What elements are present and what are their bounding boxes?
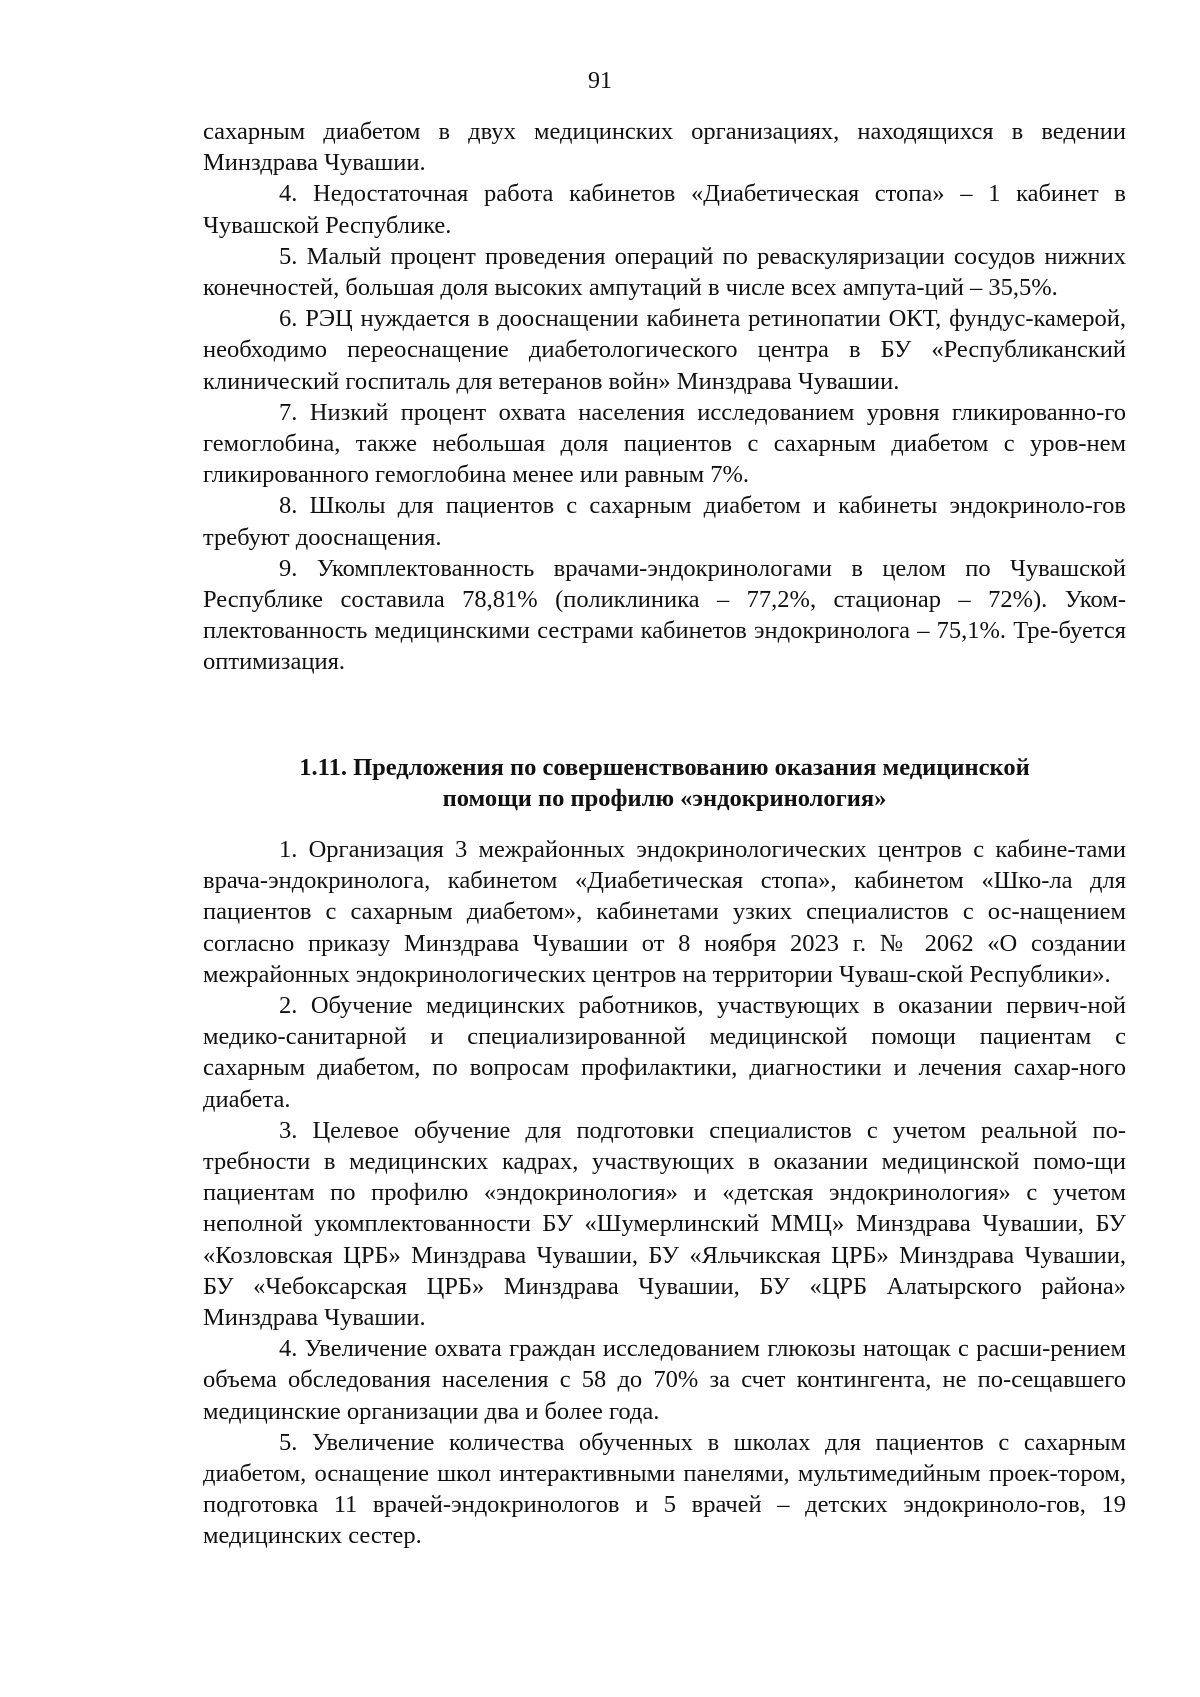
paragraph-item-9: 9. Укомплектованность врачами-эндокринологами в целом по Чувашской Республике составила 78,81% (поликлиника – 77,2%, стационар – 72%). Уком-плектованность медицинскими сестрами кабинетов эндокринолога – 75,1%. Тре-буется оптимизация.	[203, 554, 1126, 676]
proposal-item-1: 1. Организация 3 межрайонных эндокринологических центров с кабине-тами врача-эндокринолога, кабинетом «Диабетическая стопа», кабинетом «Шко-ла для пациентов с сахарным диабетом», кабинетами узких специалистов с ос-нащением согласно приказу Минздрава Чувашии от 8 ноября 2023 г. № 2062 «О создании межрайонных эндокринологических центров на территории Чуваш-ской Республики».	[203, 836, 1126, 988]
proposal-item-4: 4. Увеличение охвата граждан исследованием глюкозы натощак с расши-рением объема обследования населения с 58 до 70% за счет контингента, не по-сещавшего медицинские организации два и более года.	[203, 1335, 1126, 1425]
section-heading	[203, 752, 1126, 814]
paragraph-item-8: 8. Школы для пациентов с сахарным диабетом и кабинеты эндокриноло-гов требуют дооснащения.	[203, 492, 1126, 551]
top-text-block	[203, 116, 1126, 678]
paragraph-item-7: 7. Низкий процент охвата населения исследованием уровня гликированно-го гемоглобина, также небольшая доля пациентов с сахарным диабетом с уров-нем гликированного гемоглобина менее или равным 7%.	[203, 398, 1126, 489]
paragraph-item-4: 4. Недостаточная работа кабинетов «Диабетическая стопа» – 1 кабинет в Чувашской Республике.	[203, 180, 1126, 239]
proposal-item-3: 3. Целевое обучение для подготовки специалистов с учетом реальной по-требности в медицинских кадрах, участвующих в оказании медицинской помо-щи пациентам по профилю «эндокринология» и «детская эндокринология» с учетом неполной укомплектованности БУ «Шумерлинский ММЦ» Минздрава Чувашии, БУ «Козловская ЦРБ» Минздрава Чувашии, БУ «Яльчикская ЦРБ» Минздрава Чувашии, БУ «Чебоксарская ЦРБ» Минздрава Чувашии, БУ «ЦРБ Алатырского района» Минздрава Чувашии.	[203, 1116, 1126, 1332]
page-number: 91	[588, 68, 612, 94]
section-heading-line-1: 1.11. Предложения по совершенствованию оказания медицинской	[299, 754, 1030, 781]
section-heading-line-2: помощи по профилю «эндокринология»	[442, 785, 887, 812]
paragraph-continuation: сахарным диабетом в двух медицинских организациях, находящихся в ведении Минздрава Чувашии.	[203, 118, 1126, 177]
proposals-text-block	[203, 834, 1126, 1552]
paragraph-item-5: 5. Малый процент проведения операций по реваскуляризации сосудов нижних конечностей, большая доля высоких ампутаций в числе всех ампута-ций – 35,5%.	[203, 242, 1126, 302]
proposal-item-5: 5. Увеличение количества обученных в школах для пациентов с сахарным диабетом, оснащение школ интерактивными панелями, мультимедийным проек-тором, подготовка 11 врачей-эндокринологов и 5 врачей – детских эндокриноло-гов, 19 медицинских сестер.	[203, 1428, 1126, 1550]
paragraph-item-6: 6. РЭЦ нуждается в дооснащении кабинета ретинопатии ОКТ, фундус-камерой, необходимо переоснащение диабетологического центра в БУ «Республиканский клинический госпиталь для ветеранов войн» Минздрава Чувашии.	[203, 305, 1126, 395]
proposal-item-2: 2. Обучение медицинских работников, участвующих в оказании первич-ной медико-санитарной и специализированной медицинской помощи пациентам с сахарным диабетом, по вопросам профилактики, диагностики и лечения сахар-ного диабета.	[203, 992, 1126, 1113]
